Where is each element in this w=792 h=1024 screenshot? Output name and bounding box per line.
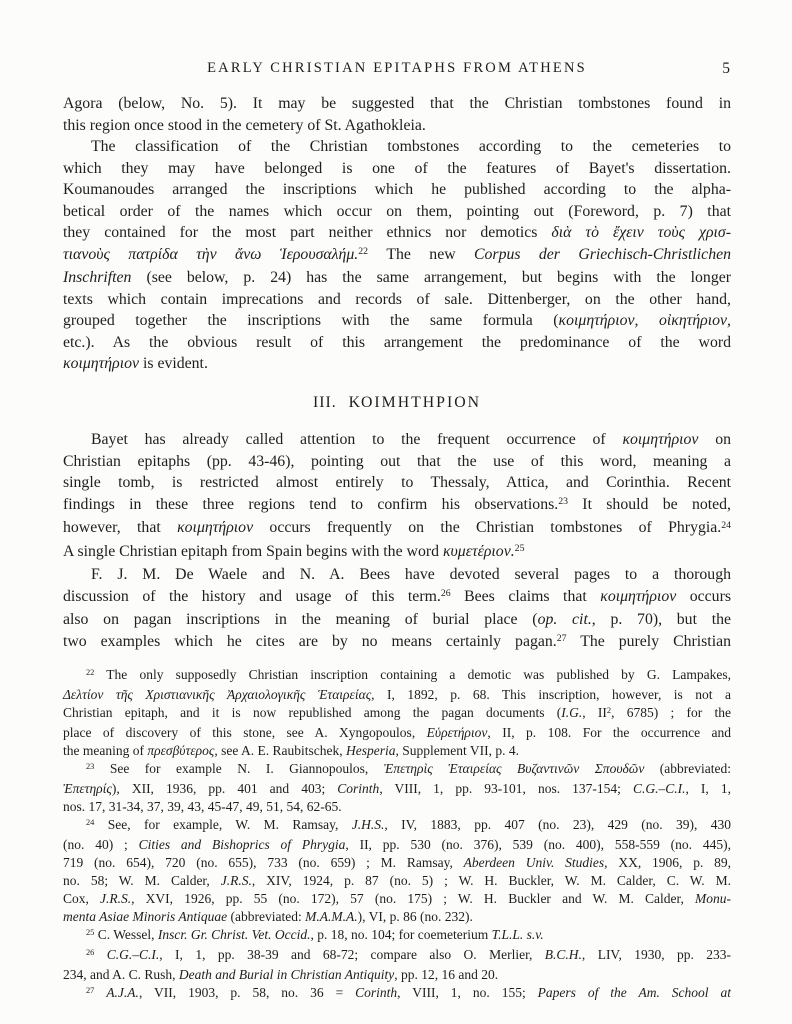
text-segment: C.G.–C.I. <box>106 947 160 962</box>
text-segment: discussion of the history and usage of this term. <box>63 587 441 605</box>
text-segment: however, that <box>63 519 178 536</box>
text-segment: κοιμητήριον, οἰκητήριον, <box>558 312 731 329</box>
text-line <box>63 179 731 201</box>
text-segment: C. Wessel, <box>94 927 158 942</box>
footnote-reference: 24 <box>721 519 731 531</box>
text-line <box>63 472 731 494</box>
text-segment: κοιμητήριον <box>600 587 677 605</box>
text-segment: See, for example, W. M. Ramsay, <box>94 817 352 832</box>
text-segment: κοιμητήριον <box>177 519 254 536</box>
text-segment: Christian epitaph, and it is now republished among the pagan documents ( <box>63 705 562 720</box>
text-line <box>63 494 731 518</box>
text-segment: , VII, 1903, p. 58, no. 36 = <box>138 985 356 1000</box>
text-segment: It should be noted, <box>567 495 731 513</box>
text-segment: F. J. M. De Waele and N. A. Bees have devoted several pages to a thorough <box>91 566 731 583</box>
text-segment: I.G. <box>561 705 583 720</box>
text-segment: Cox, <box>63 891 101 906</box>
text-segment: διὰ τὸ ἔχειν τοὺς χρισ- <box>551 224 731 241</box>
body-text-block-1 <box>63 93 731 375</box>
text-line <box>63 760 731 780</box>
text-segment: The only supposedly Christian inscription containing a demotic was published by G. Lampakes, <box>94 667 731 682</box>
text-segment: occurs <box>676 587 731 605</box>
footnote-reference: 27 <box>86 986 95 996</box>
text-segment: (see below, p. 24) has the same arrangement, but begins with the longer <box>131 269 731 286</box>
text-segment: single tomb, is restricted almost entirely to Thessaly, Attica, and Corinthia. Recent <box>63 474 731 491</box>
text-line <box>63 136 731 158</box>
text-segment: Δελτίον τῆς Χριστιανικῆς Ἀρχαιολογικῆς Ἑταιρείας <box>63 687 372 702</box>
text-line <box>63 353 731 375</box>
text-segment: The purely Christian <box>566 632 731 650</box>
text-segment <box>94 985 106 1000</box>
text-segment: Hesperia <box>345 743 396 758</box>
text-line <box>63 222 731 244</box>
text-line <box>63 908 731 926</box>
text-segment: grouped together the inscriptions with the same formula ( <box>63 312 559 329</box>
text-segment: , 6785) ; for the <box>611 705 732 720</box>
text-segment: , Supplement VII, p. 4. <box>395 743 519 758</box>
text-line <box>63 966 731 984</box>
footnotes-block <box>63 666 731 1004</box>
text-line <box>63 631 731 655</box>
text-segment: τιανοὺς πατρίδα τὴν ἄνω Ἱερουσαλήμ. <box>63 245 359 263</box>
text-segment: Papers of the Am. School at <box>537 985 731 1000</box>
text-line <box>63 564 731 586</box>
text-line <box>63 267 731 289</box>
text-segment: The classification of the Christian tombstones according to the cemeteries to <box>91 138 731 155</box>
footnote-reference: 2 <box>606 706 612 716</box>
text-segment: Agora (below, No. 5). It may be suggested that the Christian tombstones found in <box>63 95 731 112</box>
footnote-reference: 23 <box>86 762 95 772</box>
section-heading <box>63 392 731 414</box>
text-segment: 719 (no. 654), 720 (no. 655), 733 (no. 659) ; M. Ramsay, <box>63 855 464 870</box>
text-segment: Ἐπετηρὶς Ἑταιρείας Βυζαντινῶν Σπουδῶν <box>383 761 645 776</box>
text-segment: also on pagan inscriptions in the meaning of burial place ( <box>63 611 538 628</box>
text-segment: is evident. <box>139 355 208 372</box>
text-segment: , XIV, 1924, p. 87 (no. 5) ; W. H. Buckler, W. M. Calder, C. W. M. <box>251 873 731 888</box>
text-line <box>63 586 731 610</box>
text-line <box>63 780 731 798</box>
text-segment: , I, 1, <box>685 781 731 796</box>
text-line <box>63 429 731 451</box>
text-segment: Monu- <box>695 891 731 906</box>
text-segment: Death and Burial in Christian Antiquity <box>178 967 395 982</box>
text-segment: C.G.–C.I. <box>632 781 686 796</box>
text-line <box>63 541 731 565</box>
text-segment: Corinth <box>337 781 380 796</box>
text-segment: betical order of the names which occur on them, pointing out (Foreword, p. 7) that <box>63 202 731 220</box>
text-segment: , p. 70), but the <box>591 611 731 628</box>
footnote-reference: 24 <box>86 818 95 828</box>
text-segment: they contained for the most part neither ethnics nor demotics <box>63 224 552 241</box>
footnote-reference: 23 <box>558 496 568 508</box>
text-segment: , pp. 12, 16 and 20. <box>394 967 499 982</box>
text-segment: , XX, 1906, p. 89, <box>604 855 731 870</box>
text-segment: occurs frequently on the Christian tombstones of Phrygia. <box>253 519 722 536</box>
text-segment: place of discovery of this stone, see A. Xyngopoulos, <box>63 725 427 740</box>
footnote-reference: 25 <box>514 543 525 555</box>
text-segment: See for example N. I. Giannopoulos, <box>94 761 384 776</box>
text-line <box>63 724 731 742</box>
text-segment: op. cit. <box>537 611 592 628</box>
text-segment: menta Asiae Minoris Antiquae <box>63 909 228 924</box>
text-line <box>63 926 731 946</box>
text-segment <box>94 947 106 962</box>
footnote-reference: 22 <box>358 246 368 258</box>
text-segment: , II, pp. 530 (no. 376), 539 (no. 400), 558-559 (no. 445), <box>345 837 731 852</box>
text-line <box>63 332 731 354</box>
text-segment: A single Christian epitaph from Spain begins with the word <box>63 542 443 560</box>
text-line <box>63 115 731 137</box>
text-segment: Cities and Bishoprics of Phrygia <box>138 837 346 852</box>
text-line <box>63 836 731 854</box>
text-segment: no. 58; W. M. Calder, <box>63 873 221 888</box>
text-line <box>63 201 731 223</box>
text-segment: which they may have belonged is one of the features of Bayet's dissertation. <box>63 159 731 177</box>
footnote-reference: 26 <box>86 948 95 958</box>
text-segment: (abbreviated: <box>644 761 732 776</box>
text-line <box>63 93 731 115</box>
text-segment: κοιμητήριον <box>622 431 699 448</box>
text-segment: M.A.M.A. <box>305 909 358 924</box>
text-line <box>63 872 731 890</box>
text-line <box>63 742 731 760</box>
text-segment: , I, 1892, p. 68. This inscription, however, is not a <box>371 687 731 702</box>
text-line <box>63 289 731 311</box>
text-segment: J.H.S. <box>351 817 385 832</box>
text-segment: , VIII, 1, no. 155; <box>397 985 538 1000</box>
text-segment: the meaning of <box>63 743 148 758</box>
footnote-reference: 25 <box>86 928 95 938</box>
text-segment: The new <box>368 245 474 263</box>
text-segment: Corinth <box>355 985 398 1000</box>
text-segment: B.C.H. <box>544 947 582 962</box>
section-numeral: III. <box>312 393 337 411</box>
body-text-block-2 <box>63 429 731 654</box>
text-segment: T.L.L. s.v. <box>491 927 544 942</box>
text-line <box>63 854 731 872</box>
text-segment: J.R.S. <box>220 873 252 888</box>
text-line <box>63 517 731 541</box>
text-segment: this region once stood in the cemetery of St. Agathokleia. <box>63 116 426 134</box>
text-segment: Christian epitaphs (pp. 43-46), pointing out that the use of this word, meaning a <box>63 452 731 470</box>
text-segment: nos. 17, 31-34, 37, 39, 43, 45-47, 49, 51, 54, 62-65. <box>63 799 342 814</box>
text-segment: texts which contain imprecations and records of sale. Dittenberger, on the other hand, <box>63 290 731 308</box>
text-line <box>63 451 731 473</box>
text-segment: Εὑρετήριον <box>426 725 488 740</box>
text-segment: Corpus der Griechisch-Christlichen <box>474 245 732 263</box>
text-segment: , p. 18, no. 104; for coemeterium <box>310 927 492 942</box>
text-segment: , I, 1, pp. 38-39 and 68-72; compare also O. Merlier, <box>159 947 545 962</box>
text-segment: , XVI, 1926, pp. 55 (no. 172), 57 (no. 175) ; W. H. Buckler and W. M. Calder, <box>131 891 695 906</box>
text-line <box>63 310 731 332</box>
text-segment: ), VI, p. 86 (no. 232). <box>357 909 473 924</box>
text-segment: two examples which he cites are by no means certainly pagan. <box>63 632 557 650</box>
text-line <box>63 666 731 686</box>
text-segment: , see A. E. Raubitschek, <box>214 743 346 758</box>
text-line <box>63 609 731 631</box>
text-segment: , II <box>582 705 607 720</box>
footnote-reference: 22 <box>86 668 95 678</box>
text-segment: , LIV, 1930, pp. 233- <box>581 947 732 962</box>
text-line <box>63 158 731 180</box>
text-segment: 234, and A. C. Rush, <box>63 967 179 982</box>
text-segment: Aberdeen Univ. Studies <box>463 855 605 870</box>
text-segment: Inschriften <box>63 269 132 286</box>
text-segment: etc.). As the obvious result of this arrangement the predominance of the word <box>63 333 731 351</box>
text-segment: A.J.A. <box>106 985 139 1000</box>
text-line <box>63 946 731 966</box>
text-segment: Koumanoudes arranged the inscriptions which he published according to the alpha- <box>63 181 731 198</box>
text-segment: Inscr. Gr. Christ. Vet. Occid. <box>157 927 311 942</box>
page-number: 5 <box>722 60 730 77</box>
text-segment: , VIII, 1, pp. 93-101, nos. 137-154; <box>379 781 633 796</box>
text-segment: findings in these three regions tend to confirm his observations. <box>63 495 559 513</box>
text-line <box>63 816 731 836</box>
text-line <box>63 984 731 1004</box>
text-segment: J.R.S. <box>100 891 132 906</box>
text-line <box>63 798 731 816</box>
page-header-title: EARLY CHRISTIAN EPITAPHS FROM ATHENS <box>207 60 587 76</box>
footnote-reference: 26 <box>440 588 451 600</box>
text-segment: ), XII, 1936, pp. 401 and 403; <box>111 781 338 796</box>
text-segment: on <box>698 431 731 448</box>
text-segment: Ἐπετηρίς <box>63 781 112 796</box>
text-segment: κυμετέριον. <box>442 542 515 560</box>
text-segment: (abbreviated: <box>227 909 306 924</box>
running-head <box>63 60 731 77</box>
footnote-reference: 27 <box>556 633 567 645</box>
text-segment: κοιμητήριον <box>63 355 140 372</box>
text-segment: , II, p. 108. For the occurrence and <box>487 725 732 740</box>
text-segment: (no. 40) ; <box>63 837 139 852</box>
text-line <box>63 704 731 724</box>
text-segment: πρεσβύτερος <box>147 743 215 758</box>
text-line <box>63 890 731 908</box>
text-segment: Bees claims that <box>450 587 601 605</box>
text-line <box>63 686 731 704</box>
text-segment: Bayet has already called attention to the frequent occurrence of <box>91 431 623 448</box>
section-title: ΚΟΙΜΗΤΗΡΙΟΝ <box>348 393 482 411</box>
text-line <box>63 244 731 268</box>
text-segment: , IV, 1883, pp. 407 (no. 23), 429 (no. 39), 430 <box>384 817 731 832</box>
